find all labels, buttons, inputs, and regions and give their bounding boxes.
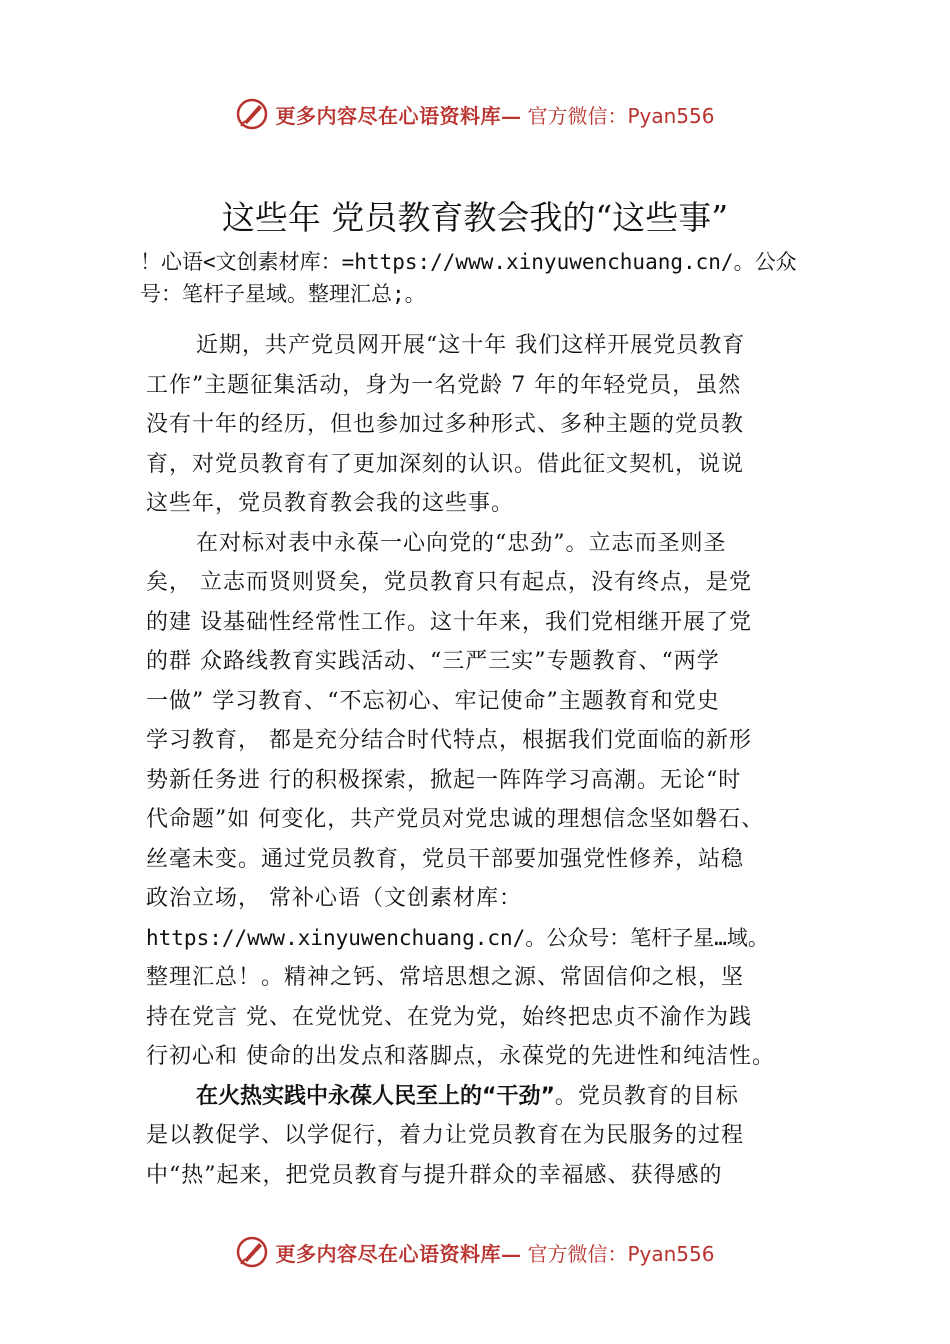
- section-heading: 在火热实践中永葆人民至上的“干劲”: [196, 1083, 555, 1109]
- paragraph-line: 的群 众路线教育实践活动、“三严三实”专题教育、“两学: [146, 649, 720, 674]
- paragraph-line: 丝毫未变。通过党员教育，党员干部要加强党性修养，站稳: [146, 846, 745, 872]
- paragraph-line: 的建 设基础性经常性工作。这十年来，我们党相继开展了党: [146, 609, 752, 635]
- paragraph-line: 是以教促学、以学促行，着力让党员教育在为民服务的过程: [146, 1123, 745, 1148]
- quill-logo-icon: [235, 1235, 269, 1269]
- paragraph-line: 代命题”如 何变化，共产党员对党忠诚的理想信念坚如磐石、: [146, 807, 765, 832]
- paragraph-line: 中“热”起来，把党员教育与提升群众的幸福感、获得感的: [146, 1162, 723, 1188]
- heading-continuation: 。党员教育的目标: [554, 1083, 739, 1109]
- paragraph-line: 工作”主题征集活动，身为一名党龄 7 年的年轻党员，虽然: [146, 372, 742, 398]
- paragraph-line: 育，对党员教育有了更加深刻的认识。借此征文契机，说说: [146, 451, 745, 477]
- paragraph-line: 这些年，党员教育教会我的这些事。: [146, 491, 515, 516]
- paragraph-line: 势新任务进 行的积极探索，掀起一阵阵学习高潮。无论“时: [146, 767, 742, 793]
- paragraph-line: 近期，共产党员网开展“这十年 我们这样开展党员教育: [196, 333, 746, 358]
- document-body: [146, 326, 846, 1195]
- document-title: 这些年 党员教育教会我的“这些事”: [221, 198, 729, 237]
- paragraph-line: 学习教育， 都是充分结合时代特点，根据我们党面临的新形: [146, 728, 752, 753]
- paragraph-line: https://www.xinyuwenchuang.cn/。公众号：笔杆子星…域。: [146, 925, 769, 950]
- paragraph-line: 持在党言 党、在党忧党、在党为党，始终把忠贞不渝作为践: [146, 1004, 752, 1030]
- banner-wechat: 官方微信：Pyan556: [527, 1241, 715, 1266]
- header-banner: [0, 94, 950, 134]
- paragraph-line: 矣， 立志而贤则贤矣，党员教育只有起点，没有终点，是党: [146, 570, 752, 595]
- quill-logo-icon: [235, 97, 269, 131]
- banner-wechat: 官方微信：Pyan556: [527, 103, 715, 128]
- paragraph-line: 行初心和 使命的出发点和落脚点，永葆党的先进性和纯洁性。: [146, 1044, 775, 1069]
- footer-banner: [0, 1232, 950, 1272]
- paragraph-line: 整理汇总！。精神之钙、常培思想之源、常固信仰之根，坚: [146, 965, 745, 990]
- banner-text: 更多内容尽在心语资料库—: [275, 1241, 522, 1266]
- source-note: ！心语<文创素材库：=https://www.xinyuwenchuang.cn/。公众号：笔杆子星域。整理汇总;。: [140, 250, 797, 306]
- paragraph-line: 政治立场， 常补心语（文创素材库：: [146, 886, 522, 911]
- paragraph-line: [146, 1077, 846, 1117]
- paragraph-line: 一做” 学习教育、“不忘初心、牢记使命”主题教育和党史: [146, 688, 720, 714]
- banner-text: 更多内容尽在心语资料库—: [275, 103, 522, 128]
- paragraph-line: 没有十年的经历，但也参加过多种形式、多种主题的党员教: [146, 412, 745, 437]
- paragraph-line: 在对标对表中永葆一心向党的“忠劲”。立志而圣则圣: [196, 530, 727, 556]
